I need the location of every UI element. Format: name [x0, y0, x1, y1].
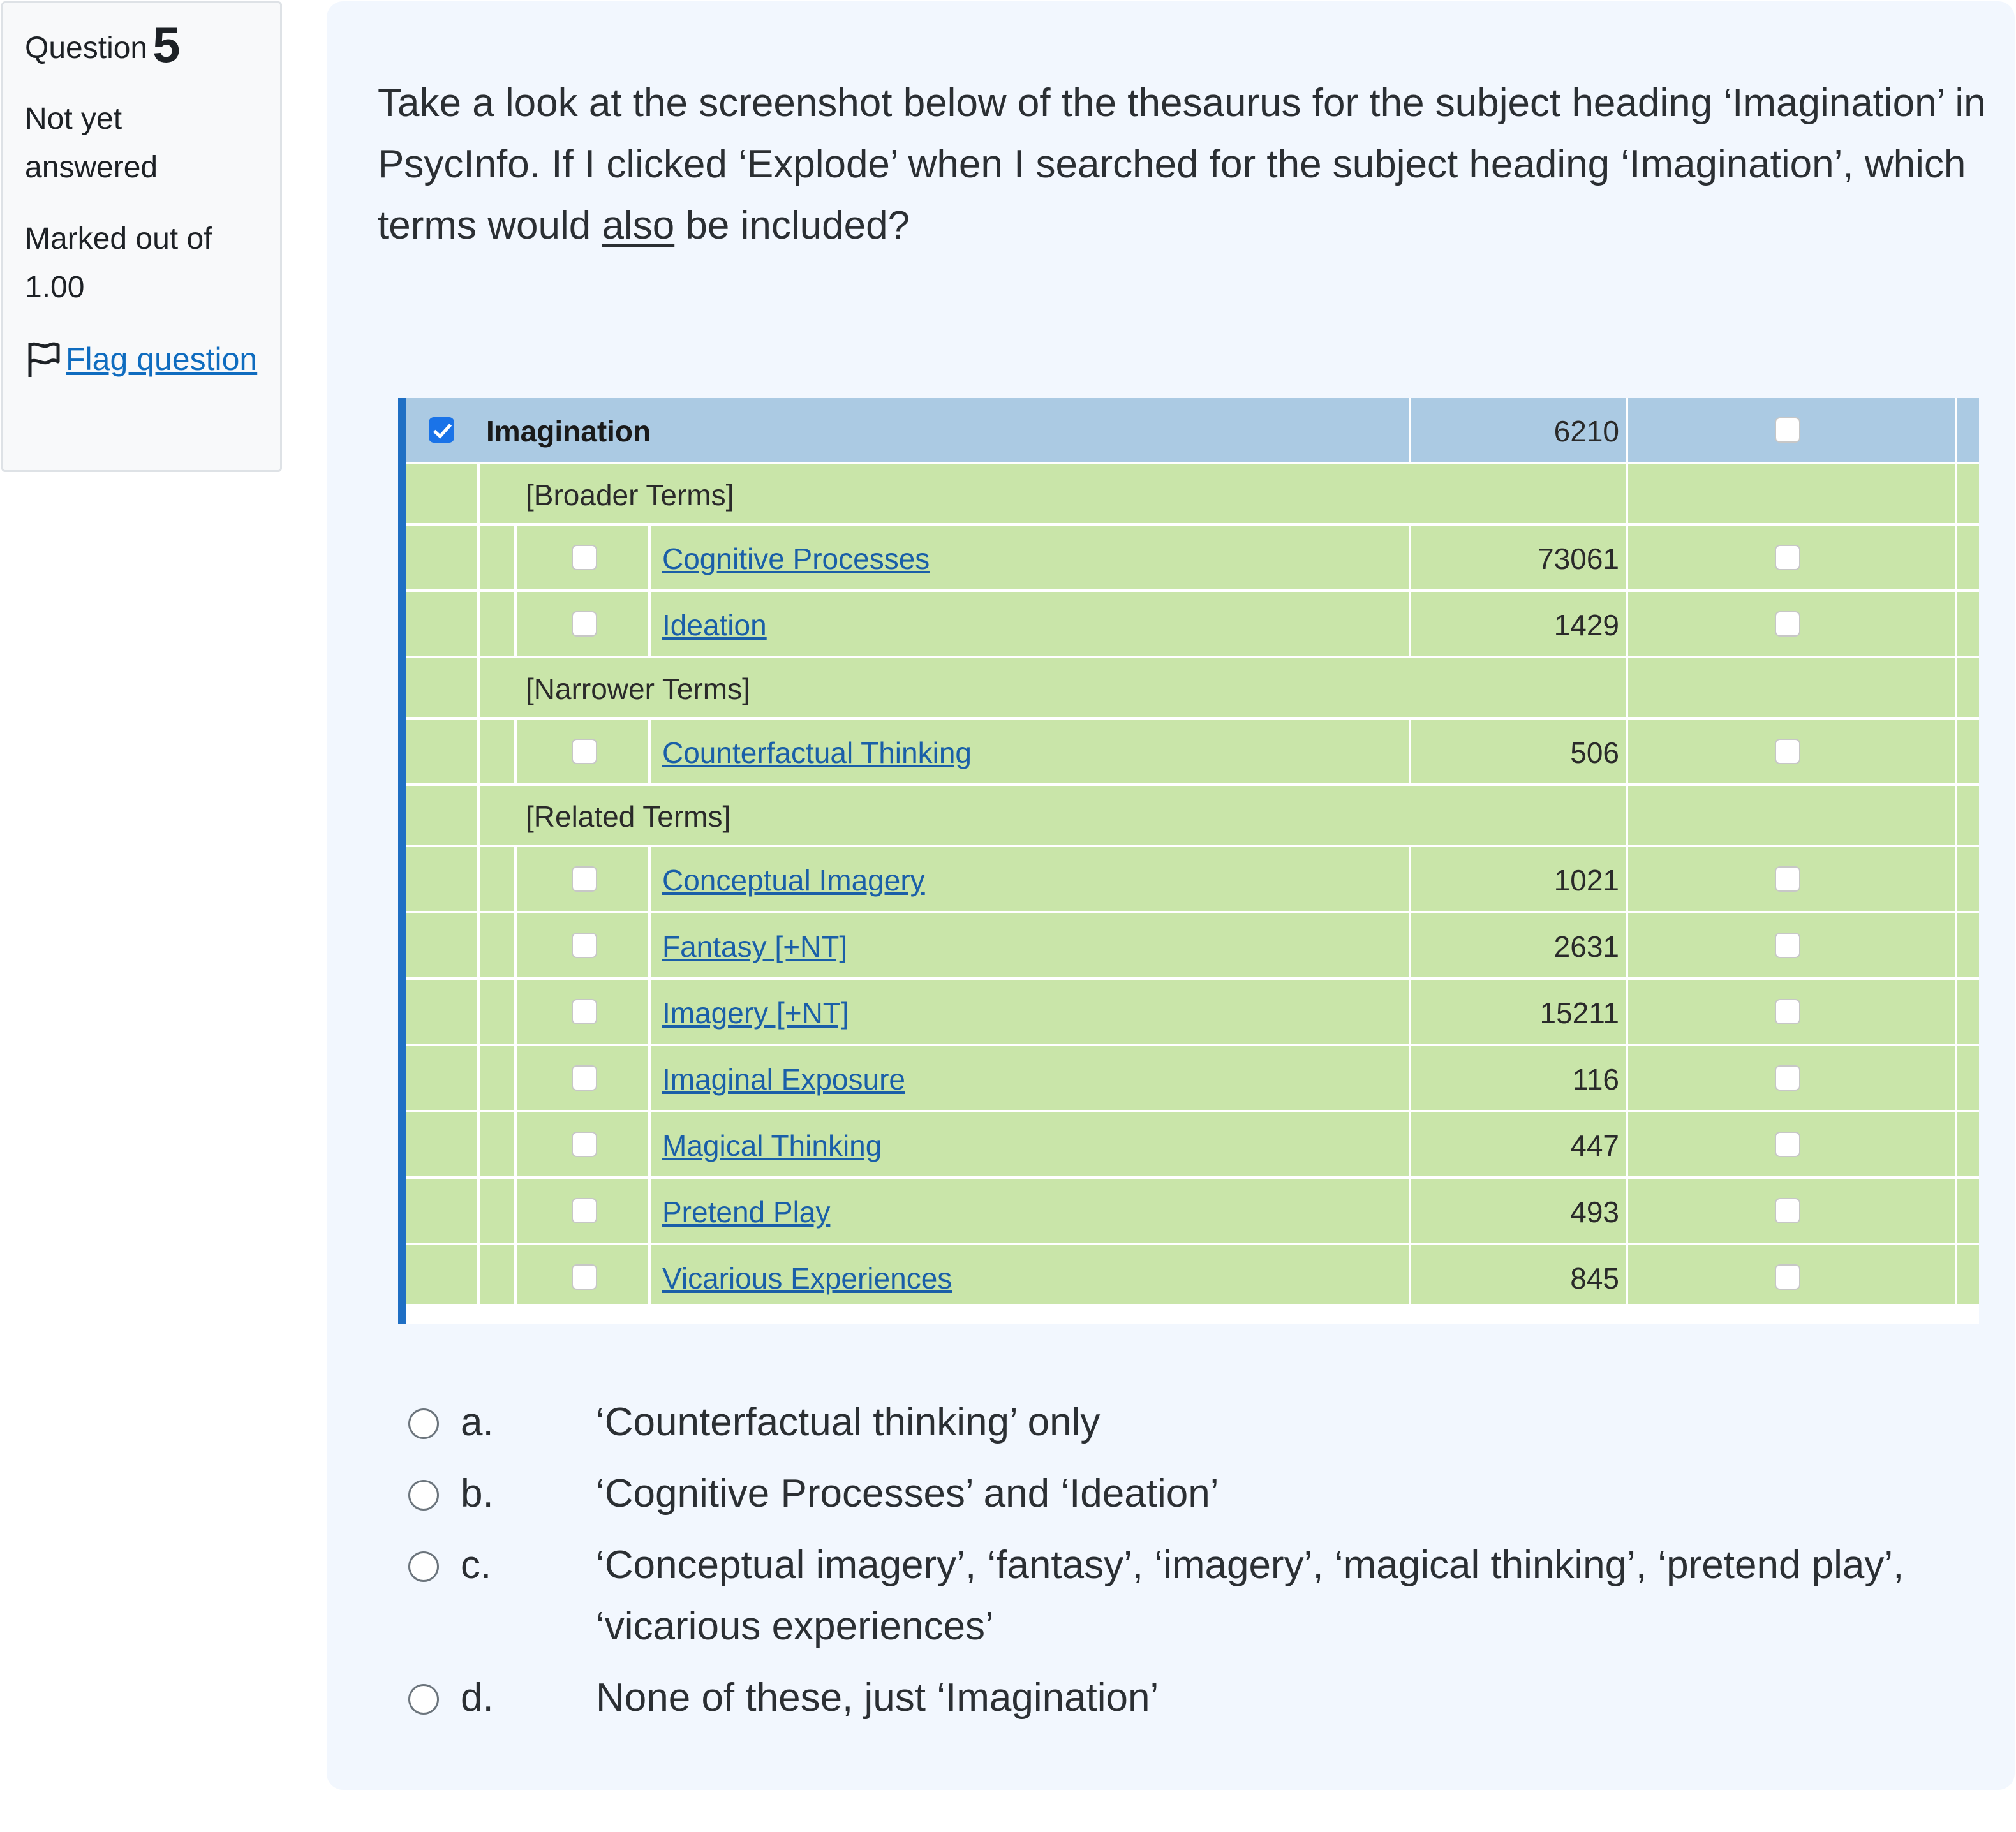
- table-gridline: [1409, 913, 1411, 977]
- thesaurus-section-header: [406, 786, 1979, 847]
- answer-options: [398, 1392, 1993, 1739]
- explode-checkbox[interactable]: [1775, 417, 1800, 443]
- answer-letter: c.: [461, 1543, 492, 1587]
- table-gridline: [648, 1112, 651, 1176]
- table-gridline: [477, 464, 480, 523]
- table-gridline: [1626, 592, 1628, 656]
- thesaurus-row: [406, 592, 1979, 658]
- question-label: Question: [25, 31, 148, 65]
- term-count: 116: [1572, 1063, 1619, 1096]
- term-link[interactable]: Fantasy [+NT]: [662, 930, 848, 963]
- table-gridline: [1626, 1179, 1628, 1243]
- table-gridline: [1626, 847, 1628, 911]
- thesaurus-row: [406, 720, 1979, 786]
- table-gridline: [648, 913, 651, 977]
- table-gridline: [648, 1179, 651, 1243]
- explode-checkbox[interactable]: [1775, 1065, 1800, 1091]
- table-gridline: [514, 1046, 517, 1110]
- table-gridline: [1955, 464, 1957, 523]
- table-gridline: [1955, 526, 1957, 589]
- term-count: 2631: [1553, 930, 1619, 963]
- explode-checkbox[interactable]: [1775, 1198, 1800, 1223]
- table-gridline: [1409, 592, 1411, 656]
- flag-icon: [25, 340, 62, 378]
- question-info-panel: [1, 1, 282, 472]
- table-gridline: [1409, 720, 1411, 783]
- table-gridline: [477, 980, 480, 1044]
- table-gridline: [1955, 1112, 1957, 1176]
- table-gridline: [1626, 398, 1628, 462]
- explode-checkbox[interactable]: [1775, 739, 1800, 764]
- term-link[interactable]: Conceptual Imagery: [662, 864, 925, 897]
- table-gridline: [477, 1179, 480, 1243]
- explode-checkbox[interactable]: [1775, 866, 1800, 892]
- term-count: 845: [1570, 1262, 1619, 1295]
- question-emphasis: also: [602, 203, 675, 247]
- term-count: 73061: [1538, 542, 1619, 575]
- table-gridline: [477, 1245, 480, 1309]
- table-gridline: [1955, 847, 1957, 911]
- term-link[interactable]: Magical Thinking: [662, 1129, 882, 1162]
- table-gridline: [1409, 526, 1411, 589]
- table-gridline: [477, 786, 480, 845]
- select-term-checkbox[interactable]: [572, 1264, 597, 1290]
- term-count: 6210: [1553, 415, 1619, 448]
- table-gridline: [648, 592, 651, 656]
- table-gridline: [477, 913, 480, 977]
- thesaurus-screenshot: [398, 398, 1979, 1324]
- question-number: 5: [152, 17, 181, 73]
- select-term-checkbox[interactable]: [572, 1198, 597, 1223]
- table-gridline: [1955, 592, 1957, 656]
- thesaurus-row-main: [406, 398, 1979, 464]
- table-gridline: [1409, 1245, 1411, 1309]
- table-gridline: [477, 592, 480, 656]
- answer-letter: b.: [461, 1472, 494, 1516]
- table-gridline: [1409, 847, 1411, 911]
- table-gridline: [1626, 1112, 1628, 1176]
- table-gridline: [1626, 1245, 1628, 1309]
- thesaurus-row: [406, 1245, 1979, 1311]
- table-gridline: [1955, 1046, 1957, 1110]
- explode-checkbox[interactable]: [1775, 1264, 1800, 1290]
- select-term-checkbox[interactable]: [572, 1065, 597, 1091]
- table-gridline: [648, 1046, 651, 1110]
- table-gridline: [1626, 980, 1628, 1044]
- select-term-checkbox[interactable]: [572, 1132, 597, 1157]
- term-count: 506: [1570, 736, 1619, 769]
- explode-checkbox[interactable]: [1775, 933, 1800, 958]
- table-gridline: [648, 980, 651, 1044]
- table-gridline: [1409, 398, 1411, 462]
- thesaurus-row: [406, 1179, 1979, 1245]
- table-gridline: [648, 720, 651, 783]
- term-link[interactable]: Cognitive Processes: [662, 542, 930, 575]
- table-gridline: [1626, 658, 1628, 717]
- table-gridline: [1626, 913, 1628, 977]
- term-link[interactable]: Vicarious Experiences: [662, 1262, 952, 1295]
- thesaurus-row: [406, 980, 1979, 1046]
- table-gridline: [1409, 1112, 1411, 1176]
- table-gridline: [1955, 913, 1957, 977]
- table-gridline: [477, 720, 480, 783]
- question-state: Not yet answered: [25, 102, 158, 184]
- broader-terms-label: [Broader Terms]: [526, 478, 734, 512]
- answer-text: None of these, just ‘Imagination’: [596, 1676, 1159, 1720]
- table-gridline: [1409, 1046, 1411, 1110]
- select-term-checkbox[interactable]: [572, 999, 597, 1024]
- answer-text: ‘Cognitive Processes’ and ‘Ideation’: [596, 1472, 1219, 1516]
- table-gridline: [514, 592, 517, 656]
- table-gridline: [1409, 1179, 1411, 1243]
- table-gridline: [1626, 464, 1628, 523]
- table-gridline: [514, 1245, 517, 1309]
- table-gridline: [1409, 980, 1411, 1044]
- table-gridline: [477, 526, 480, 589]
- answer-radio[interactable]: [408, 1684, 439, 1715]
- answer-option[interactable]: [398, 1667, 1993, 1729]
- term-count: 15211: [1539, 996, 1619, 1030]
- table-gridline: [1955, 1245, 1957, 1309]
- table-gridline: [514, 526, 517, 589]
- table-gridline: [1955, 658, 1957, 717]
- table-gridline: [514, 847, 517, 911]
- table-gridline: [648, 526, 651, 589]
- question-grade: Marked out of 1.00: [25, 222, 212, 304]
- table-gridline: [1955, 980, 1957, 1044]
- answer-text: ‘Counterfactual thinking’ only: [596, 1400, 1101, 1444]
- term-count: 493: [1570, 1195, 1619, 1229]
- table-gridline: [1955, 1179, 1957, 1243]
- thesaurus-row: [406, 1046, 1979, 1112]
- table-gridline: [514, 913, 517, 977]
- question-text: Take a look at the screenshot below of the thesaurus for the subject heading ‘Imagination’ in PsycInfo. If I clicked ‘Explode’ when I searched for the subject heading ‘Imagination’, which terms would also be included?: [378, 81, 1986, 247]
- answer-radio[interactable]: [408, 1408, 439, 1439]
- answer-radio[interactable]: [408, 1480, 439, 1511]
- answer-option[interactable]: [398, 1463, 1993, 1525]
- explode-checkbox[interactable]: [1775, 999, 1800, 1024]
- explode-checkbox[interactable]: [1775, 545, 1800, 570]
- term-count: 447: [1570, 1129, 1619, 1162]
- table-gridline: [1626, 526, 1628, 589]
- narrower-terms-label: [Narrower Terms]: [526, 672, 750, 705]
- table-gridline: [1626, 720, 1628, 783]
- term-link[interactable]: Counterfactual Thinking: [662, 736, 972, 769]
- answer-letter: a.: [461, 1400, 494, 1444]
- answer-text: ‘Conceptual imagery’, ‘fantasy’, ‘imagery’, ‘magical thinking’, ‘pretend play’, ‘vicarious experiences’: [596, 1543, 1904, 1648]
- thesaurus-row: [406, 847, 1979, 913]
- thesaurus-section-header: [406, 658, 1979, 720]
- term-link[interactable]: Ideation: [662, 609, 767, 642]
- table-gridline: [514, 980, 517, 1044]
- table-gridline: [514, 720, 517, 783]
- term-link[interactable]: Imaginal Exposure: [662, 1063, 905, 1096]
- term-link[interactable]: Pretend Play: [662, 1195, 831, 1229]
- explode-checkbox[interactable]: [1775, 1132, 1800, 1157]
- thesaurus-row: [406, 913, 1979, 980]
- term-count: 1429: [1553, 609, 1619, 642]
- table-gridline: [648, 1245, 651, 1309]
- thesaurus-section-header: [406, 464, 1979, 526]
- answer-letter: d.: [461, 1676, 494, 1720]
- table-gridline: [1626, 786, 1628, 845]
- answer-option[interactable]: [398, 1535, 1993, 1657]
- question-number-heading: [25, 17, 258, 73]
- select-term-checkbox[interactable]: [429, 417, 454, 443]
- flag-question-control[interactable]: [25, 335, 258, 383]
- thesaurus-row: [406, 526, 1979, 592]
- table-gridline: [1955, 398, 1957, 462]
- table-gridline: [514, 1112, 517, 1176]
- main-term-label: Imagination: [486, 415, 651, 448]
- select-term-checkbox[interactable]: [572, 739, 597, 764]
- select-term-checkbox[interactable]: [572, 866, 597, 892]
- explode-checkbox[interactable]: [1775, 611, 1800, 637]
- table-gridline: [477, 1112, 480, 1176]
- table-gridline: [1626, 1046, 1628, 1110]
- flag-question-link[interactable]: Flag question: [66, 341, 258, 377]
- select-term-checkbox[interactable]: [572, 611, 597, 637]
- table-gridline: [1955, 720, 1957, 783]
- select-term-checkbox[interactable]: [572, 545, 597, 570]
- answer-option[interactable]: [398, 1392, 1993, 1453]
- table-gridline: [514, 1179, 517, 1243]
- table-gridline: [1955, 786, 1957, 845]
- table-gridline: [477, 658, 480, 717]
- table-gridline: [477, 1046, 480, 1110]
- term-link[interactable]: Imagery [+NT]: [662, 996, 849, 1030]
- term-count: 1021: [1553, 864, 1619, 897]
- related-terms-label: [Related Terms]: [526, 800, 731, 833]
- table-gridline: [477, 847, 480, 911]
- question-content: [327, 1, 2015, 1790]
- table-gridline: [648, 847, 651, 911]
- thesaurus-footer: [406, 1304, 1979, 1324]
- thesaurus-row: [406, 1112, 1979, 1179]
- answer-radio[interactable]: [408, 1551, 439, 1582]
- select-term-checkbox[interactable]: [572, 933, 597, 958]
